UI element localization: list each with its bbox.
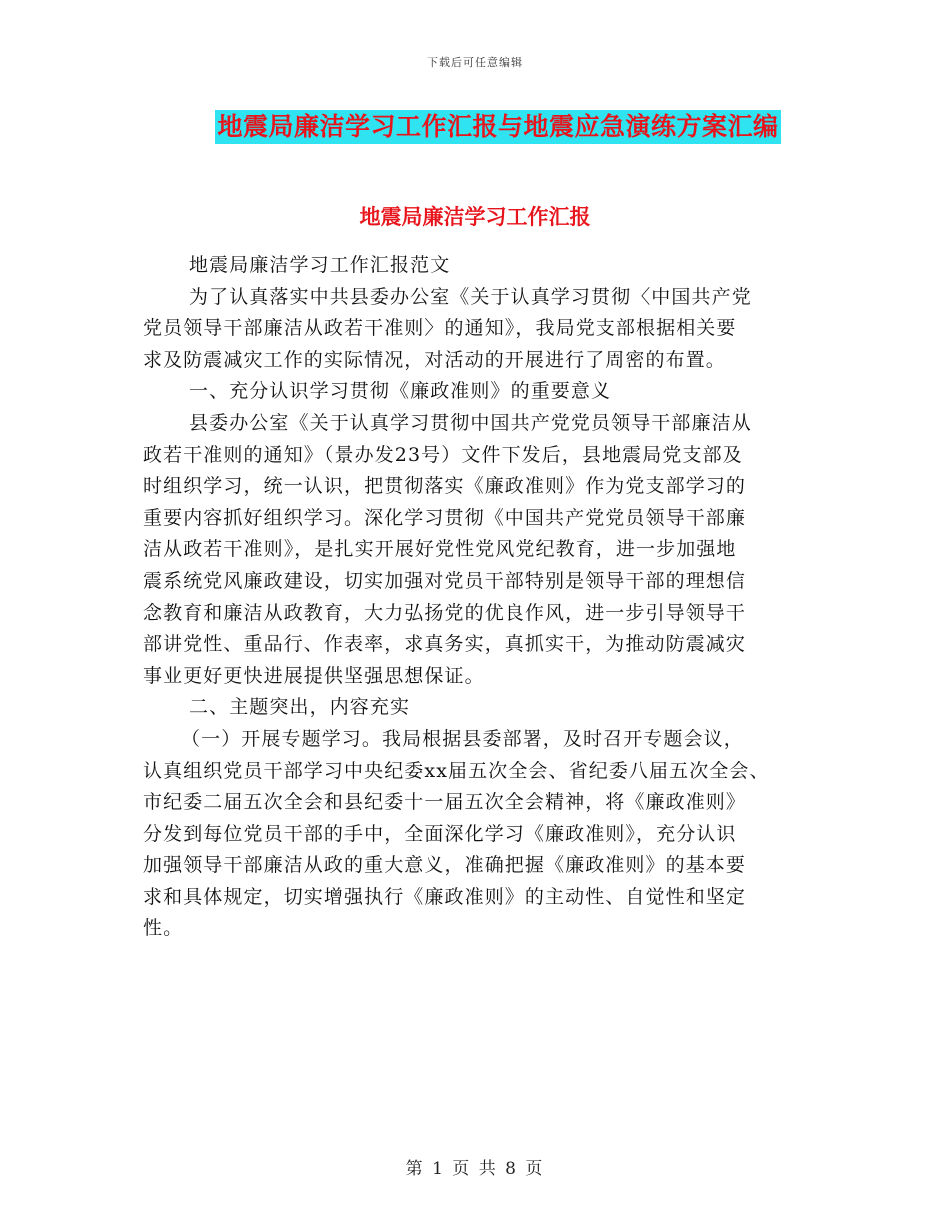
body-line: 求及防震减灾工作的实际情况，对活动的开展进行了周密的布置。 — [143, 348, 726, 371]
body-line: 认真组织党员干部学习中央纪委xx届五次全会、省纪委八届五次全会、 — [143, 759, 770, 782]
body-line: 时组织学习，统一认识，把贯彻落实《廉政准则》作为党支部学习的 — [143, 475, 747, 498]
body-line: 重要内容抓好组织学习。深化学习贯彻《中国共产党党员领导干部廉 — [143, 506, 747, 529]
body-line: 县委办公室《关于认真学习贯彻中国共产党党员领导干部廉洁从 — [189, 411, 752, 434]
body-line: 性。 — [143, 917, 184, 940]
page-footer: 第 1 页 共 8 页 — [405, 1159, 545, 1179]
body-line: 为了认真落实中共县委办公室《关于认真学习贯彻〈中国共产党 — [189, 285, 752, 308]
body-line: 分发到每位党员干部的手中，全面深化学习《廉政准则》，充分认识 — [143, 822, 737, 845]
body-line: 党员领导干部廉洁从政若干准则〉的通知》，我局党支部根据相关要 — [143, 317, 737, 340]
body-line: 政若干准则的通知》（景办发23号）文件下发后，县地震局党支部及 — [143, 443, 743, 466]
body-line: 洁从政若干准则》，是扎实开展好党性党风党纪教育，进一步加强地 — [143, 538, 737, 561]
body-line: （一）开展专题学习。我局根据县委部署，及时召开专题会议， — [181, 727, 744, 750]
body-line: 念教育和廉洁从政教育，大力弘扬党的优良作风，进一步引导领导干 — [143, 601, 747, 624]
body-line: 地震局廉洁学习工作汇报范文 — [189, 254, 451, 276]
body-line: 求和具体规定，切实增强执行《廉政准则》的主动性、自觉性和坚定 — [143, 885, 747, 908]
header-note: 下载后可任意编辑 — [427, 56, 523, 69]
sub-title: 地震局廉洁学习工作汇报 — [359, 204, 591, 229]
main-title: 地震局廉洁学习工作汇报与地震应急演练方案汇编 — [215, 110, 780, 144]
body-text — [143, 250, 813, 945]
body-line: 市纪委二届五次全会和县纪委十一届五次全会精神，将《廉政准则》 — [143, 791, 747, 814]
main-title-wrap — [0, 110, 950, 144]
body-line: 部讲党性、重品行、作表率，求真务实，真抓实干，为推动防震减灾 — [143, 633, 747, 656]
body-line: 震系统党风廉政建设，切实加强对党员干部特别是领导干部的理想信 — [143, 569, 747, 592]
body-line: 事业更好更快进展提供坚强思想保证。 — [143, 664, 485, 687]
body-line: 加强领导干部廉洁从政的重大意义，准确把握《廉政准则》的基本要 — [143, 854, 747, 877]
body-line: 一、充分认识学习贯彻《廉政准则》的重要意义 — [189, 380, 612, 403]
body-line: 二、主题突出，内容充实 — [189, 696, 411, 719]
